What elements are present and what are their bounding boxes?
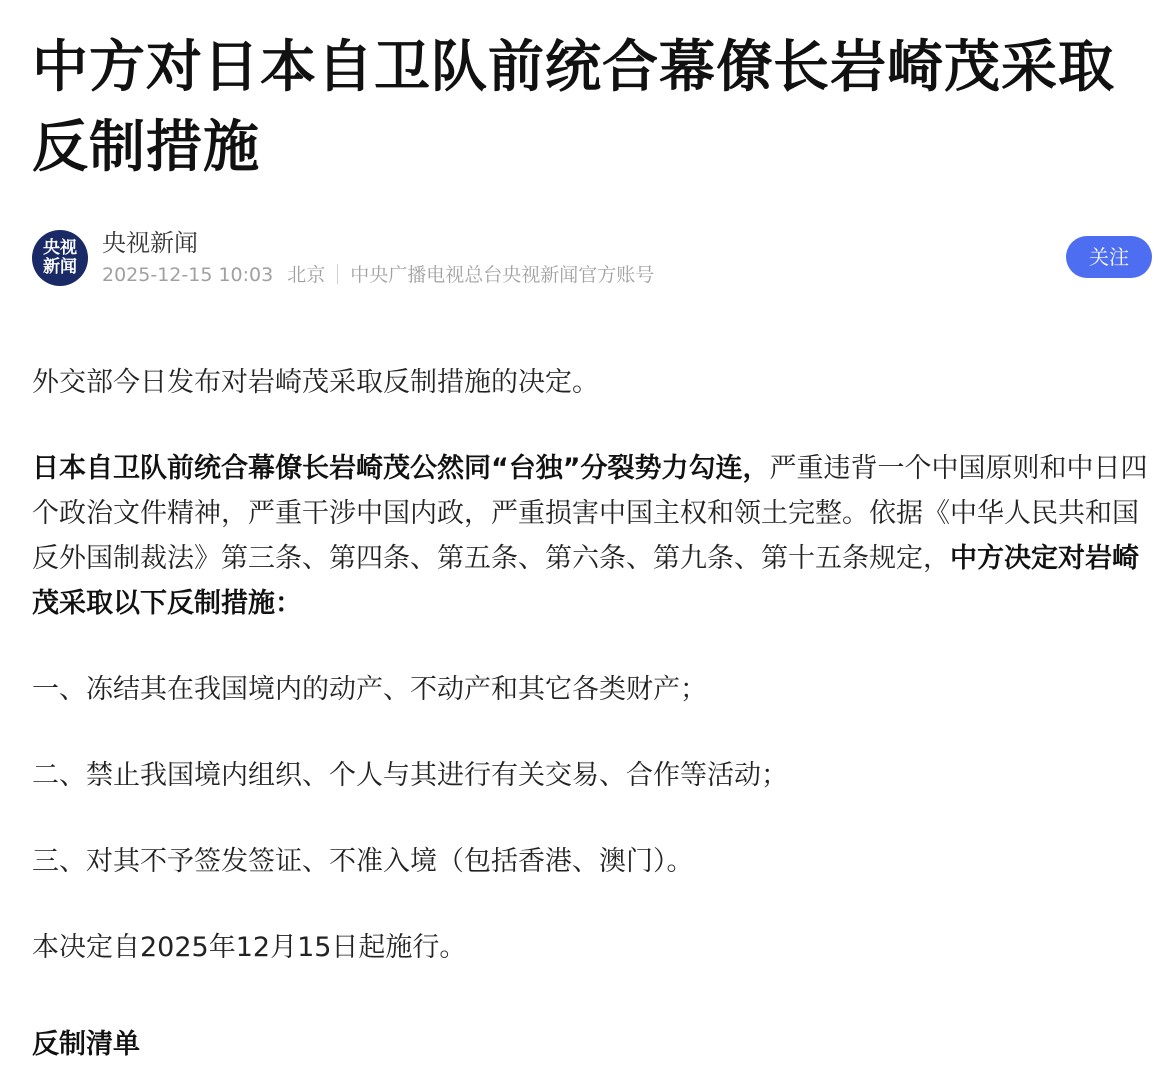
article-title: 中方对日本自卫队前统合幕僚长岩崎茂采取反制措施 — [32, 35, 1115, 180]
paragraph-main-text: 严重违背一个中国原则和中日四个政治文件精神，严重干涉中国内政，严重损害中国主权和领土完整。依据《中华人民共和国反外国制裁法》第三条、第四条、第五条、第六条、第九条、第十五条规定， — [32, 453, 1148, 574]
paragraph-effective-date: 本决定自2025年12月15日起施行。 — [32, 932, 467, 963]
measure-item-3: 三、对其不予签发签证、不准入境（包括香港、澳门）。 — [32, 846, 694, 877]
meta-divider — [337, 264, 338, 284]
article-meta — [102, 261, 654, 289]
account-description: 中央广播电视总台央视新闻官方账号 — [350, 264, 655, 286]
section-heading: 反制清单 — [32, 1029, 140, 1060]
avatar[interactable] — [32, 230, 88, 286]
publish-datetime: 2025-12-15 10:03 — [102, 264, 274, 286]
paragraph-main-bold-tail: 中方决定对岩崎茂采取以下反制措施： — [32, 543, 1139, 619]
author-row — [32, 226, 1152, 290]
follow-button[interactable]: 关注 — [1066, 236, 1152, 278]
author-name[interactable]: 央视新闻 — [102, 229, 198, 257]
paragraph-main — [32, 446, 1152, 626]
publish-location: 北京 — [287, 264, 326, 286]
paragraph-main-bold-lead: 日本自卫队前统合幕僚长岩崎茂公然同“台独”分裂势力勾连， — [32, 453, 770, 484]
avatar-text-top: 央视 — [43, 238, 77, 258]
article-body — [32, 360, 1152, 1011]
paragraph-intro: 外交部今日发布对岩崎茂采取反制措施的决定。 — [32, 367, 599, 398]
avatar-text-bottom: 新闻 — [43, 257, 77, 277]
measure-item-1: 一、冻结其在我国境内的动产、不动产和其它各类财产； — [32, 674, 707, 705]
measure-item-2: 二、禁止我国境内组织、个人与其进行有关交易、合作等活动； — [32, 760, 788, 791]
